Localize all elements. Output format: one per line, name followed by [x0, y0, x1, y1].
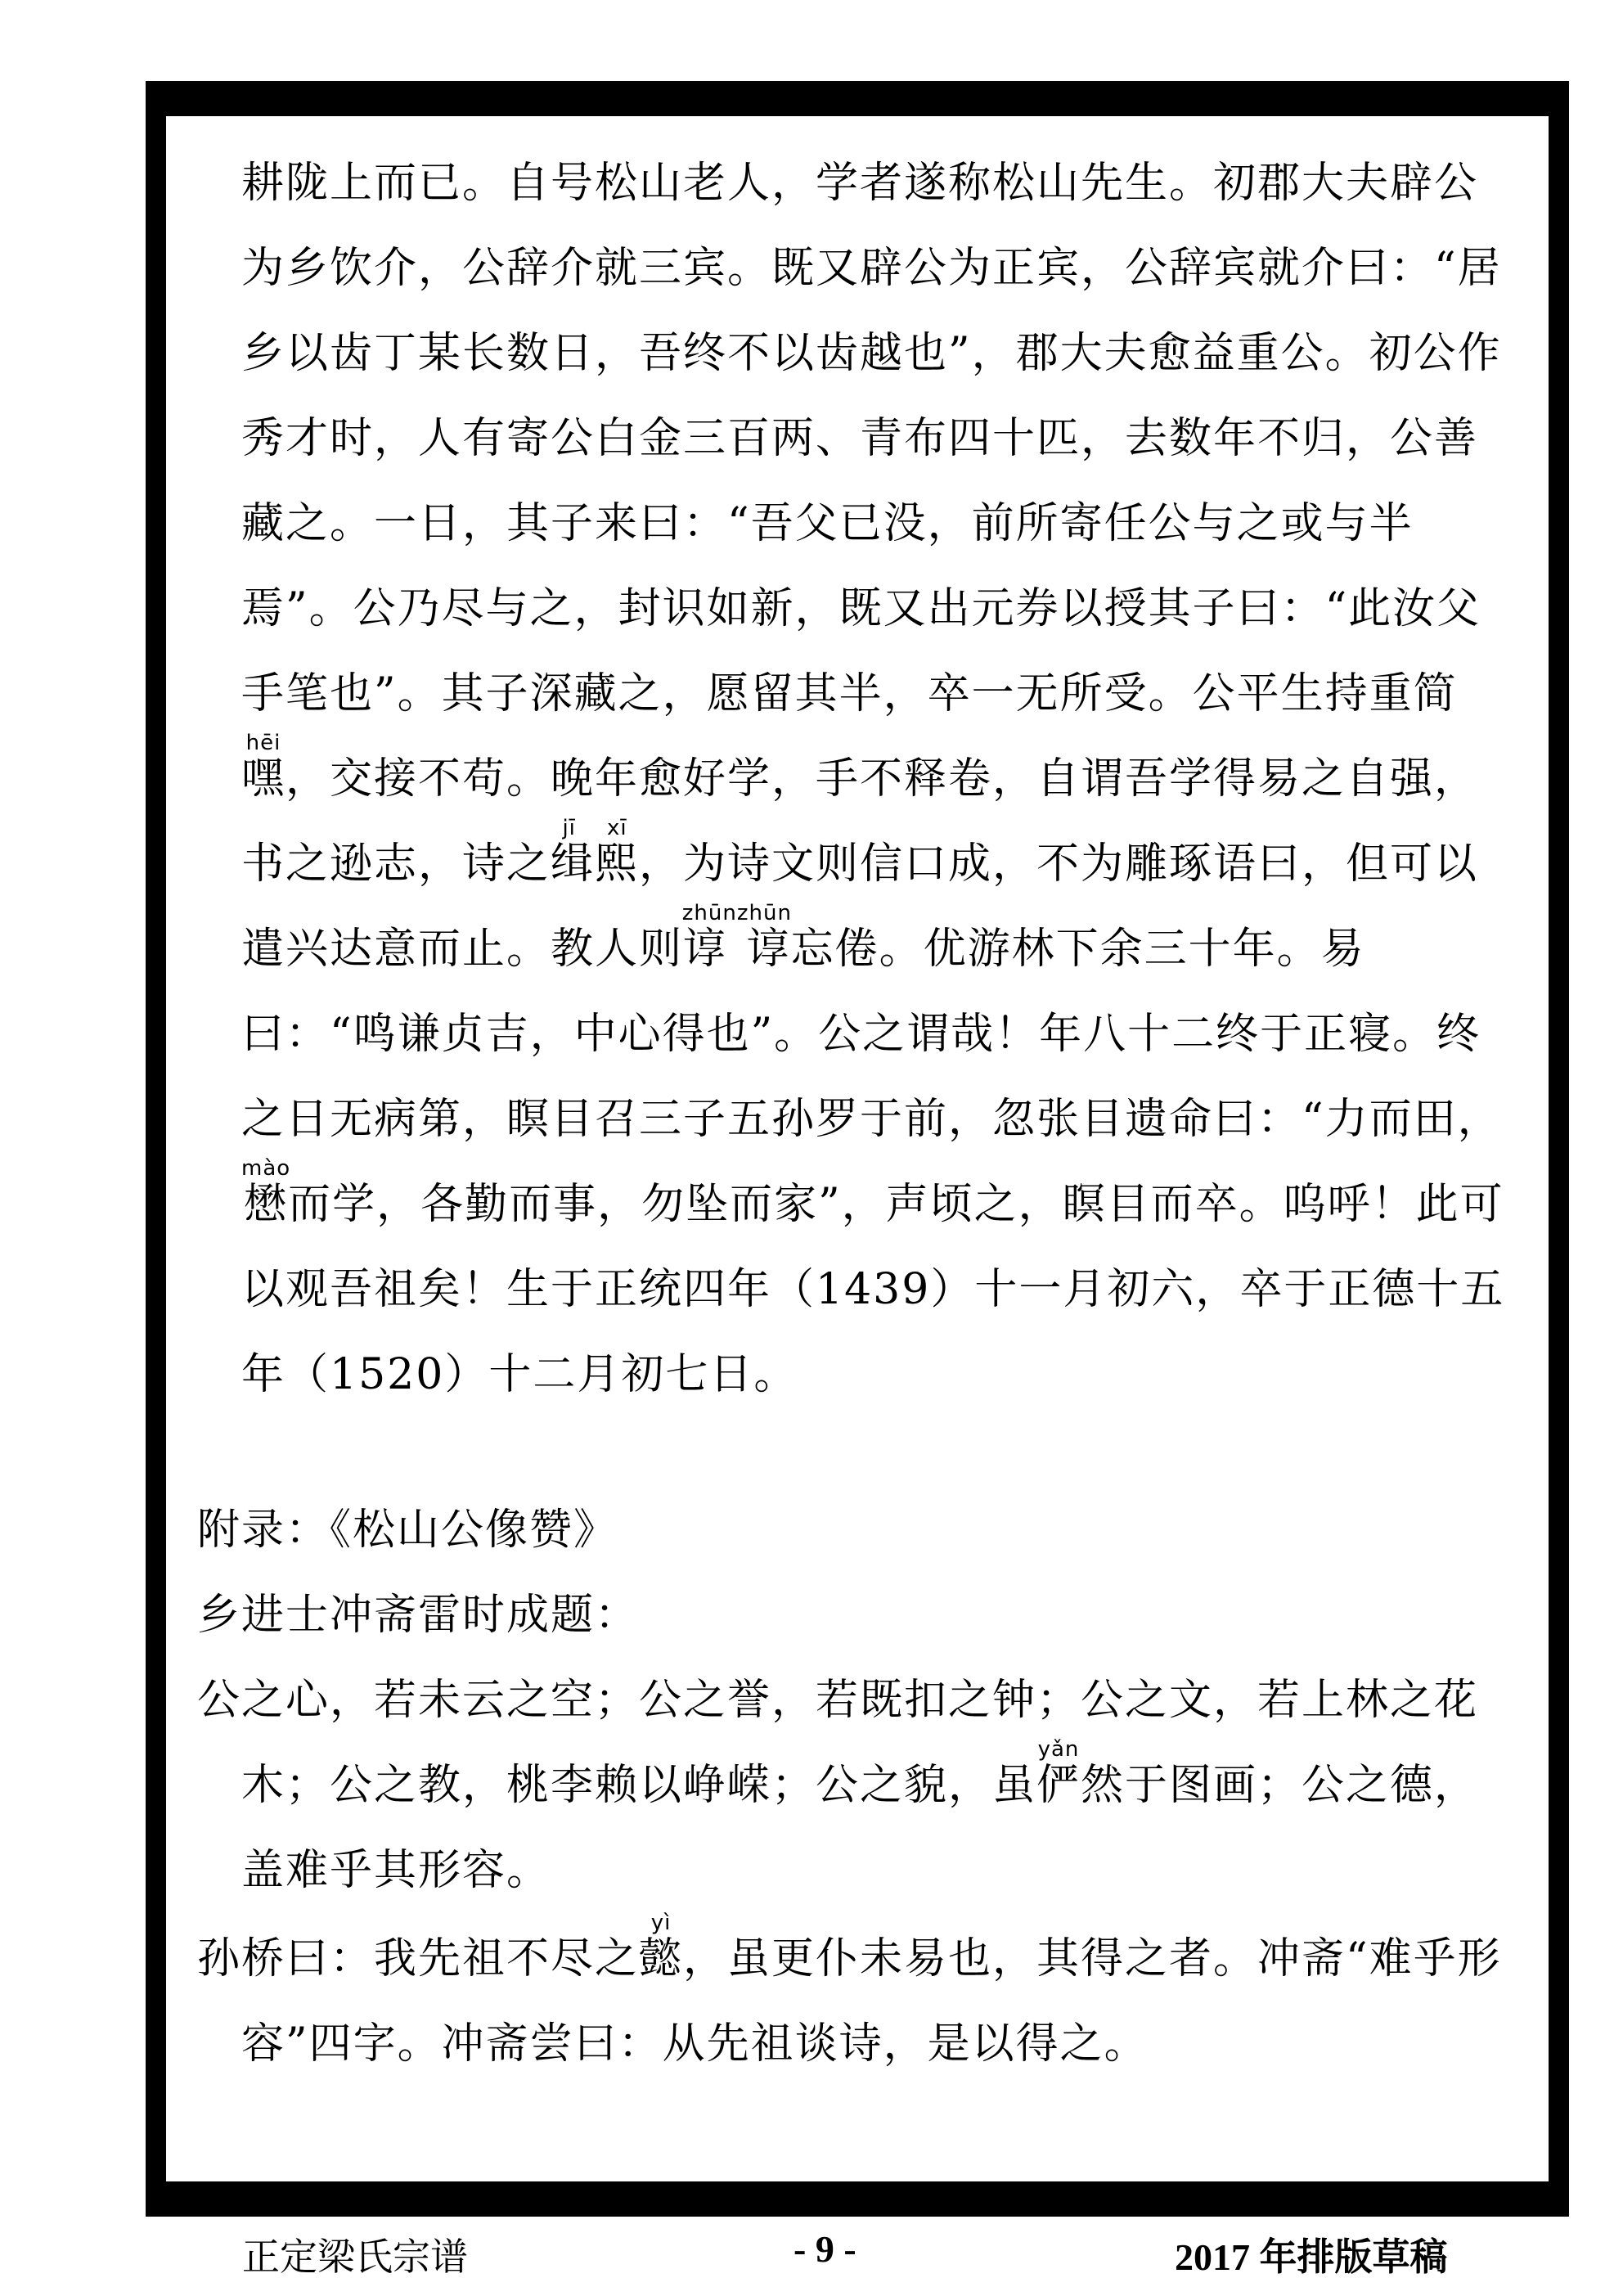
footer-draft-note: 2017 年排版草稿	[1175, 2236, 1448, 2278]
footer-title: 正定梁氏宗谱	[242, 2236, 468, 2278]
page-number: - 9 -	[794, 2228, 856, 2270]
bio-text-2: ，交接不苟。晚年愈好学，手不释卷，自谓吾学得易之自强，书之逊志，诗之	[241, 754, 1479, 889]
inscriber-line: 乡进士冲斋雷时成题：	[197, 1591, 640, 1640]
pinyin-annotation-zhunzhun: 谆 谆zhūnzhūn	[681, 901, 792, 974]
bio-text-1: 耕陇上而已。自号松山老人，学者遂称松山先生。初郡大夫辟公为乡饮介，公辞介就三宾。既又辟公为正宾，公辞宾就介曰：“居乡以齿丁某长数日，吾终不以齿越也”，郡大夫愈益重公。初公作秀才时，人有寄公白金三百两、青布四十匹，去数年不归，公善藏之。一日，其子来曰：“吾父已没，前所寄任公与之或与半焉”。公乃尽与之，封识如新，既又出元券以授其子曰：“此汝父手笔也”。其子深藏之，愿留其半，卒一无所受。公平生持重简	[241, 159, 1502, 718]
bio-text-4: 忘倦。优游林下余三十年。易曰：“鸣谦贞吉，中心得也”。公之谓哉！年八十二终于正寝。终之日无病第，瞑目召三子五孙罗于前，忽张目遗命曰：“力而田，	[241, 925, 1502, 1144]
page-footer	[0, 2227, 1623, 2276]
bio-text-5: 而学，各勤而事，勿坠而家”，声顷之，瞑目而卒。呜呼！此可以观吾祖矣！生于正统四年（1439）十一月初六，卒于正德十五年（1520）十二月初七日。	[241, 1180, 1505, 1399]
pinyin-annotation-mao: 懋mào	[241, 1156, 291, 1229]
bio-text-3: ，为诗文则信口成，不为雕琢语曰，但可以遣兴达意而止。教人则	[241, 840, 1479, 974]
page-content	[197, 141, 1517, 2157]
section-spacer	[197, 1417, 1517, 1488]
pinyin-annotation-yan: 俨yǎn	[1036, 1737, 1081, 1810]
page-frame	[146, 81, 1569, 2217]
pinyin-annotation-jixi: 缉熙jī xī	[551, 816, 640, 889]
page-body	[164, 114, 1551, 2184]
pinyin-annotation-yi: 懿yì	[639, 1911, 684, 1983]
biography-paragraph	[197, 141, 1517, 1417]
grandson-note-paragraph: 孙桥曰：我先祖不尽之懿yì，虽更仆未易也，其得之者。冲斋“难乎形容”四字。冲斋尝曰：从先祖谈诗，是以得之。	[197, 1911, 1502, 2069]
appendix-title: 附录：《松山公像赞》	[197, 1506, 618, 1555]
eulogy-paragraph: 公之心，若未云之空；公之誉，若既扣之钟；公之文，若上林之花木；公之教，桃李赖以峥嵘；公之貌，虽俨yǎn然于图画；公之德，盖难乎其形容。	[197, 1676, 1479, 1895]
pinyin-annotation-hei: 嘿hēi	[241, 731, 286, 804]
